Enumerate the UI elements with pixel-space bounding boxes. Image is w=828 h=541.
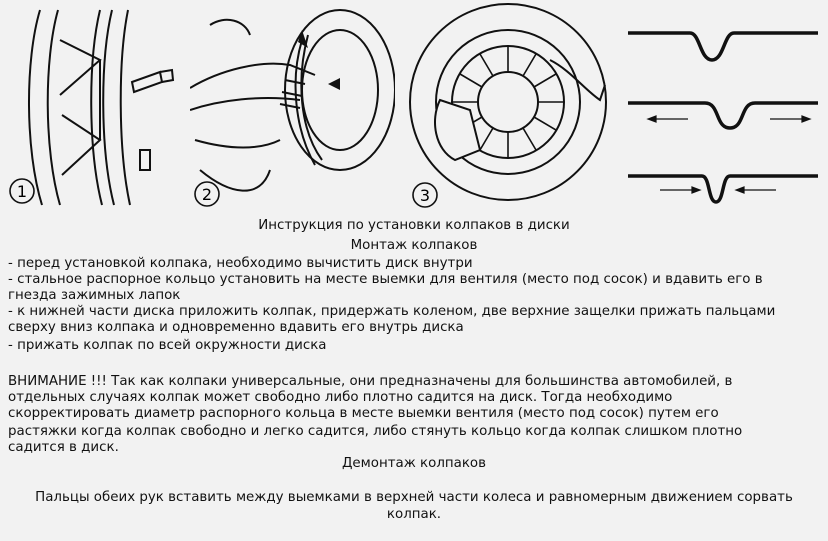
step-2-number: 2: [201, 185, 213, 204]
mount-step: - прижать колпак по всей окружности диска: [8, 338, 327, 353]
step-1-number: 1: [16, 182, 28, 201]
warning-line: растяжки когда колпак свободно и легко садится, либо стянуть кольцо когда колпак слишком плотно: [8, 424, 743, 439]
figure-ring-adjustment: [620, 0, 828, 212]
illustration-strip: [0, 0, 828, 212]
mount-step: - к нижней части диска приложить колпак, придержать коленом, две верхние защелки прижать пальцами: [8, 304, 776, 319]
mount-heading: Монтаж колпаков: [350, 238, 478, 253]
warning-line: скорректировать диаметр распорного кольца в месте выемки вентиля (место под сосок) путем его: [8, 406, 719, 421]
figure-step-2: [190, 0, 395, 212]
mount-step: - стальное распорное кольцо установить на месте выемки для вентиля (место под сосок) и вдавить его в: [8, 272, 763, 287]
warning-line: ВНИМАНИЕ !!! Так как колпаки универсальные, они предназначены для большинства автомобилей, в: [8, 374, 733, 389]
warning-line: отдельных случаях колпак может свободно либо плотно садится на диск. Тогда необходимо: [8, 390, 673, 405]
figure-step-1: [0, 0, 200, 212]
dismount-line: Пальцы обеих рук вставить между выемками в верхней части колеса и равномерным движением сорвать: [35, 490, 793, 505]
document-title: Инструкция по установки колпаков в диски: [258, 218, 570, 233]
mount-step: - перед установкой колпака, необходимо вычистить диск внутри: [8, 256, 473, 271]
step-3-number: 3: [419, 186, 431, 205]
mount-step: гнезда зажимных лапок: [8, 288, 181, 303]
mount-step: сверху вниз колпака и одновременно вдавить его внутрь диска: [8, 320, 464, 335]
dismount-line: колпак.: [386, 507, 442, 522]
warning-line: садится в диск.: [8, 440, 119, 455]
dismount-heading: Демонтаж колпаков: [341, 456, 487, 471]
figure-step-3: [400, 0, 610, 212]
